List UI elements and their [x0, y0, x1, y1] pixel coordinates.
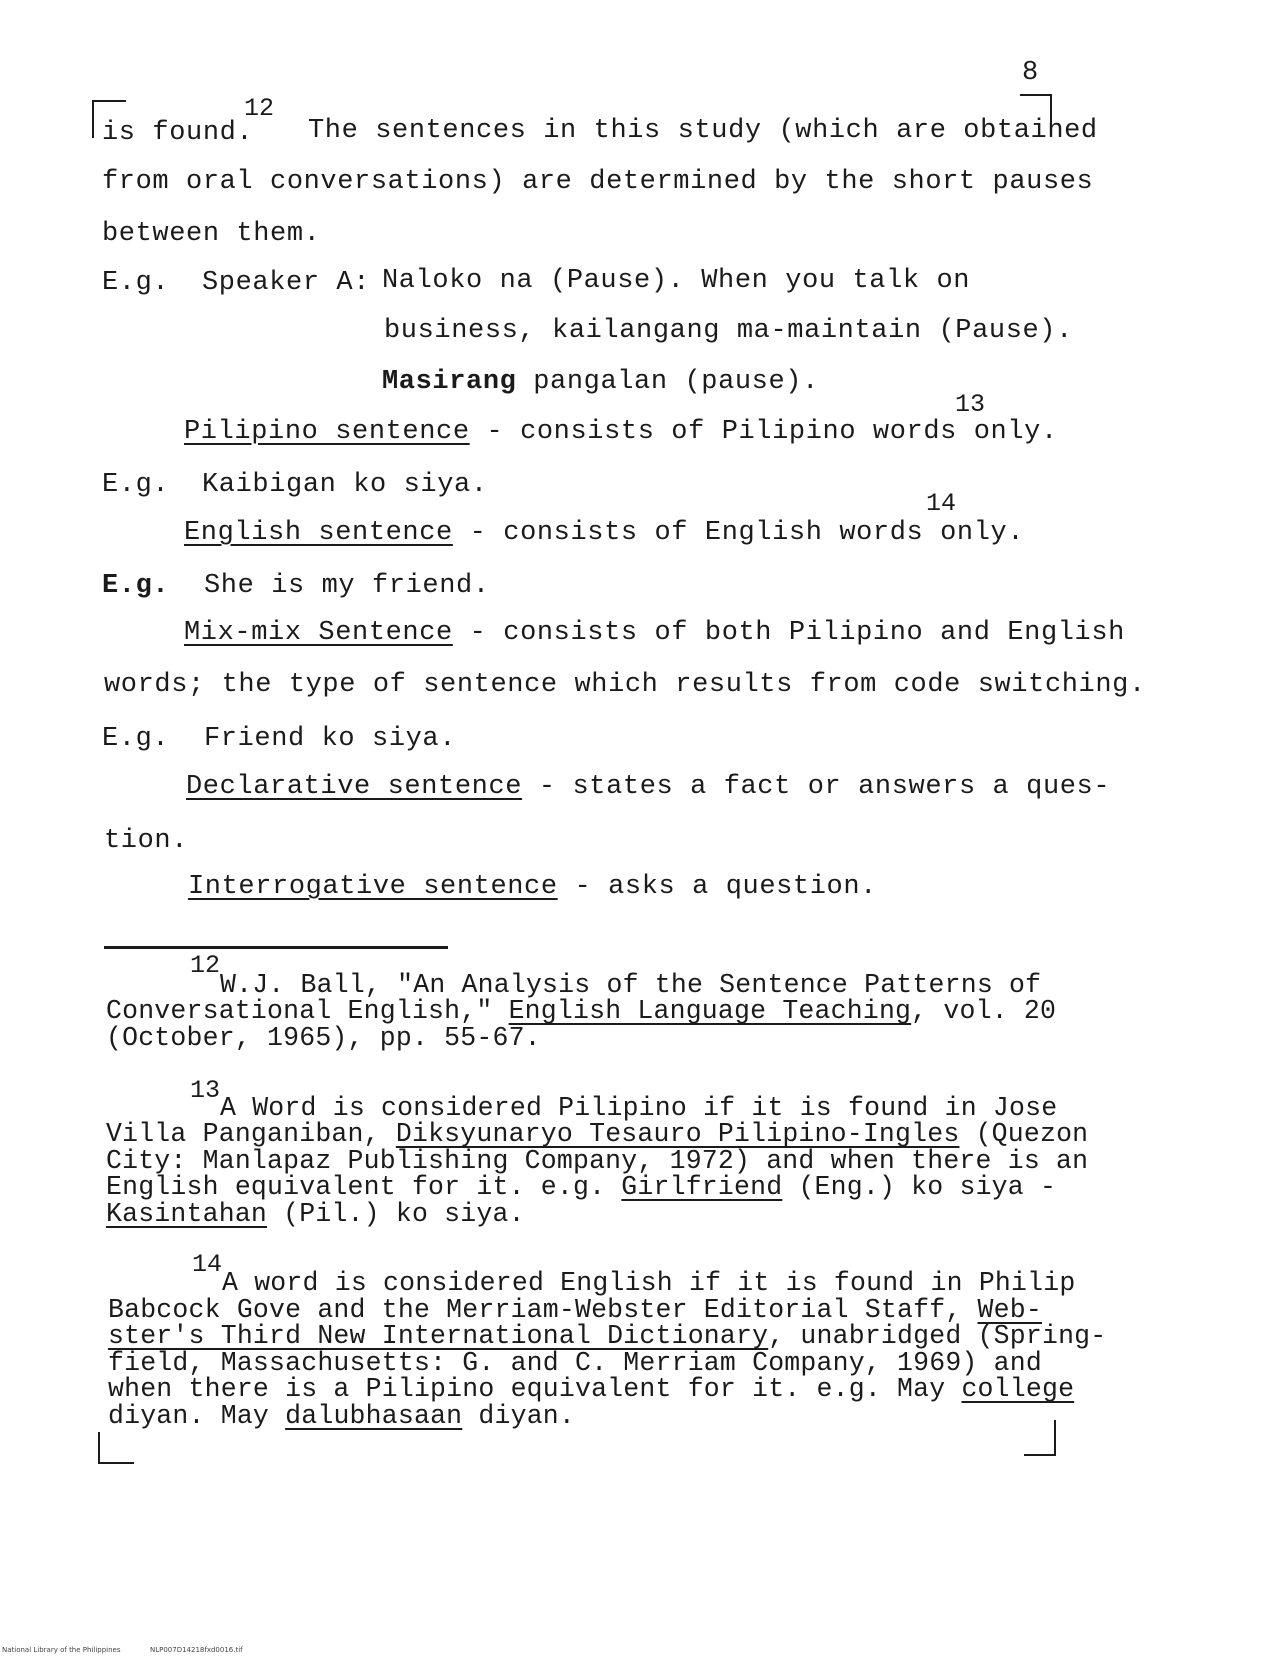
footnote-14-line-3-end: , unabridged (Spring- [768, 1321, 1107, 1351]
footnote-13-line-3: City: Manlapaz Publishing Company, 1972) and when there is an [106, 1146, 1089, 1176]
definition-english [184, 518, 1024, 548]
footnote-13-line-5-end: (Pil.) ko siya. [283, 1199, 525, 1229]
body-line-1-rest: The sentences in this study (which are obtained [308, 116, 1098, 146]
term-declarative-sentence: Declarative sentence [186, 772, 523, 802]
term-interrogative-sentence: Interrogative sentence [188, 872, 558, 902]
footnote-13-number: 13 [190, 1076, 221, 1105]
footnote-ref-14: 14 [926, 489, 957, 518]
footnote-12-journal-title: English Language Teaching [508, 996, 912, 1026]
footnote-12-volume: , vol. 20 [911, 996, 1057, 1026]
example-4-text: Friend ko siya. [204, 724, 457, 754]
definition-declarative-line-2: tion. [104, 826, 189, 856]
footnote-14-web-hyphen: Web- [977, 1295, 1042, 1325]
body-line-3: between them. [102, 219, 321, 249]
footnote-13-line-2-start: Villa Panganiban, [106, 1119, 380, 1149]
body-line-1-start: is found. [102, 118, 254, 148]
example-1-label: E.g. [102, 268, 170, 298]
body-line-1 [102, 118, 253, 148]
footnote-13-kasintahan: Kasintahan [106, 1199, 268, 1229]
footnote-14-line-6-start: diyan. May [108, 1401, 270, 1431]
footnote-12-number: 12 [190, 951, 221, 980]
footnote-14-number: 14 [192, 1250, 223, 1279]
footnote-13-line-4 [106, 1174, 1056, 1200]
example-1-bold-word: Masirang [382, 367, 517, 397]
footnote-14-line-1: A word is considered English if it is found in Philip [222, 1268, 1076, 1298]
footnote-13-line-2 [106, 1121, 1088, 1147]
example-2-label: E.g. [102, 470, 170, 500]
term-pilipino-sentence: Pilipino sentence [184, 417, 470, 447]
footnote-14-line-6 [108, 1403, 575, 1429]
definition-declarative-text: - states a fact or answers a ques- [538, 772, 1111, 802]
example-3-text: She is my friend. [204, 571, 490, 601]
footnote-14-dalubhasaan: dalubhasaan [285, 1401, 463, 1431]
footnote-14-line-5 [108, 1376, 1074, 1402]
footer-library-name: National Library of the Philippines [2, 1646, 121, 1654]
crop-mark-bottom-right [1024, 1420, 1056, 1456]
crop-mark-bottom-left [98, 1432, 134, 1464]
footnote-13-line-5 [106, 1201, 525, 1227]
definition-interrogative [188, 872, 877, 902]
example-2-text: Kaibigan ko siya. [202, 470, 488, 500]
footnote-13-dictionary-title: Diksyunaryo Tesauro Pilipino-Ingles [395, 1119, 960, 1149]
definition-pilipino [184, 417, 1058, 447]
example-1-speaker: Speaker A: [202, 268, 371, 298]
footnote-14-line-2-start: Babcock Gove and the Merriam-Webster Editorial Staff, [108, 1295, 962, 1325]
footnote-ref-12: 12 [244, 94, 275, 123]
footnote-ref-13: 13 [955, 390, 986, 419]
example-1-line-1: Naloko na (Pause). When you talk on [382, 266, 971, 296]
definition-pilipino-text: - consists of Pilipino words only. [486, 417, 1058, 447]
definition-mix-mix-line-2: words; the type of sentence which results from code switching. [104, 670, 1146, 700]
footnote-14-line-4: field, Massachusetts: G. and C. Merriam Company, 1969) and [108, 1348, 1042, 1378]
footnote-14-line-6-end: diyan. [478, 1401, 576, 1431]
example-4-label: E.g. [102, 724, 170, 754]
definition-declarative [186, 772, 1110, 802]
footnote-12-line-1: W.J. Ball, "An Analysis of the Sentence Patterns of [220, 970, 1042, 1000]
footnote-12-line-3: (October, 1965), pp. 55-67. [106, 1023, 541, 1053]
footnote-14-line-5-start: when there is a Pilipino equivalent for it. e.g. May [108, 1374, 946, 1404]
term-english-sentence: English sentence [184, 518, 453, 548]
page-number: 8 [1022, 58, 1039, 88]
example-3-label [102, 571, 169, 601]
term-mix-mix-sentence: Mix-mix Sentence [184, 618, 453, 648]
definition-mix-mix-text: - consists of both Pilipino and English [469, 618, 1125, 648]
example-1-line-3 [382, 367, 819, 397]
footnote-separator [104, 946, 448, 949]
footnote-13-line-1: A Word is considered Pilipino if it is found in Jose [220, 1093, 1058, 1123]
example-3-label-text: E.g. [102, 571, 170, 601]
footnote-14-line-2 [108, 1297, 1042, 1323]
definition-mix-mix [184, 618, 1125, 648]
example-1-line-2: business, kailangang ma-maintain (Pause). [384, 316, 1073, 346]
footnote-13-line-4-end: (Eng.) ko siya - [798, 1172, 1057, 1202]
footnote-12-line-2-start: Conversational English," [106, 996, 493, 1026]
footnote-13-line-2-end: (Quezon [975, 1119, 1089, 1149]
definition-english-text: - consists of English words only. [469, 518, 1025, 548]
footnote-12-line-2 [106, 998, 1056, 1024]
example-1-line-3-rest: pangalan (pause). [533, 367, 819, 397]
definition-interrogative-text: - asks a question. [574, 872, 877, 902]
footnote-14-dictionary-title: ster's Third New International Dictionary [108, 1321, 769, 1351]
footnote-14-line-3 [108, 1323, 1106, 1349]
body-line-2: from oral conversations) are determined by the short pauses [102, 167, 1094, 197]
footnote-13-girlfriend: Girlfriend [621, 1172, 783, 1202]
footnote-14-college: college [961, 1374, 1075, 1404]
footer-file-name: NLP007D14218fxd0016.tif [150, 1646, 243, 1654]
footnote-13-line-4-start: English equivalent for it. e.g. [106, 1172, 606, 1202]
